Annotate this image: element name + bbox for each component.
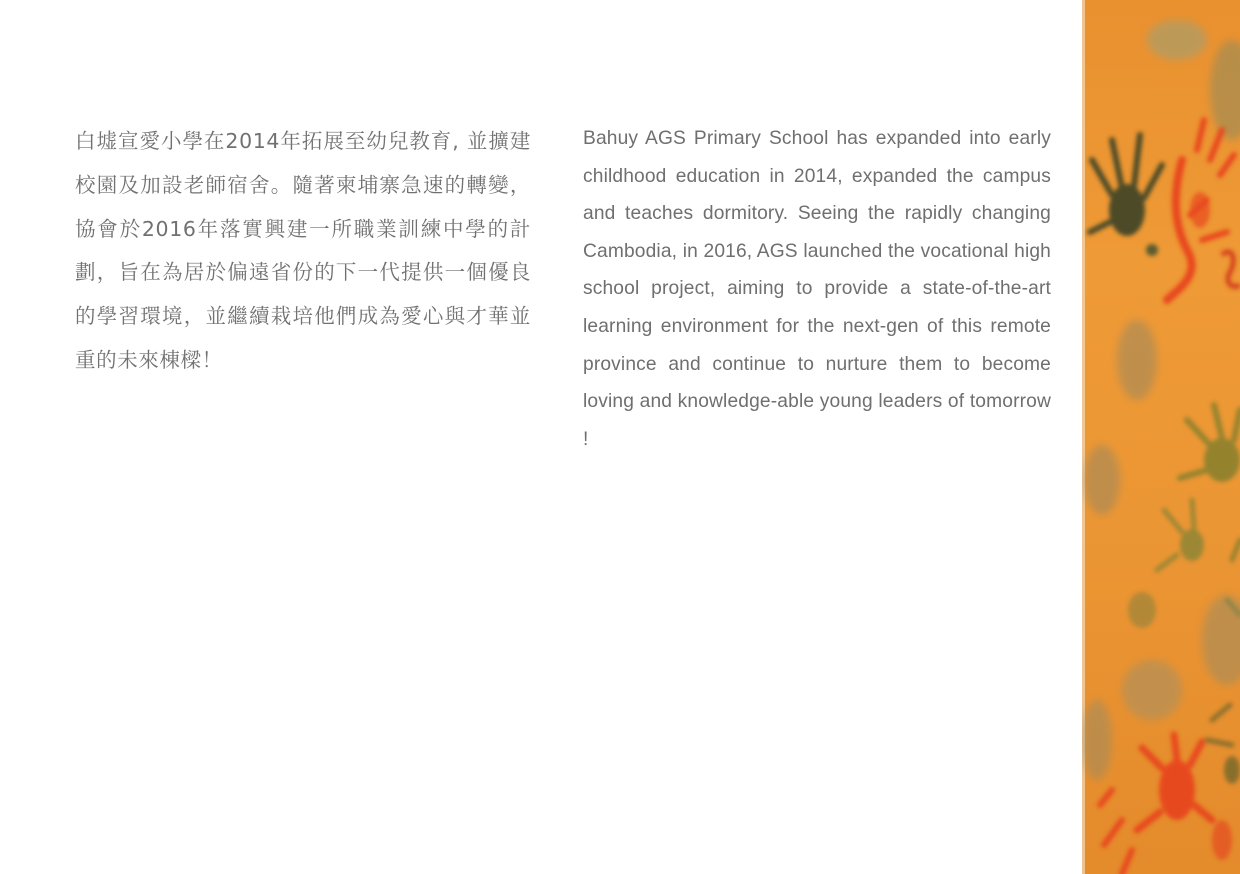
handprint-artwork (1082, 0, 1240, 874)
painted-handprints-image (1082, 0, 1240, 874)
chinese-paragraph: 白墟宣愛小學在2014年拓展至幼兒教育, 並擴建校園及加設老師宿舍。隨著柬埔寨急速的轉變，協會於2016年落實興建一所職業訓練中學的計劃，旨在為居於偏遠省份的下一代提供一個優良的學習環境，並繼續栽培他們成為愛心與才華並重的未來棟樑！ (75, 129, 531, 372)
english-paragraph: Bahuy AGS Primary School has expanded into early childhood education in 2014, expanded the campus and teaches dormitory. Seeing the rapidly changing Cambodia, in 2016, AGS launched the vocational high school project, aiming to provide a state-of-the-art learning environment for the next-gen of this remote province and continue to nurture them to become loving and knowledge-able young leaders of tomorrow ! (583, 128, 1051, 450)
